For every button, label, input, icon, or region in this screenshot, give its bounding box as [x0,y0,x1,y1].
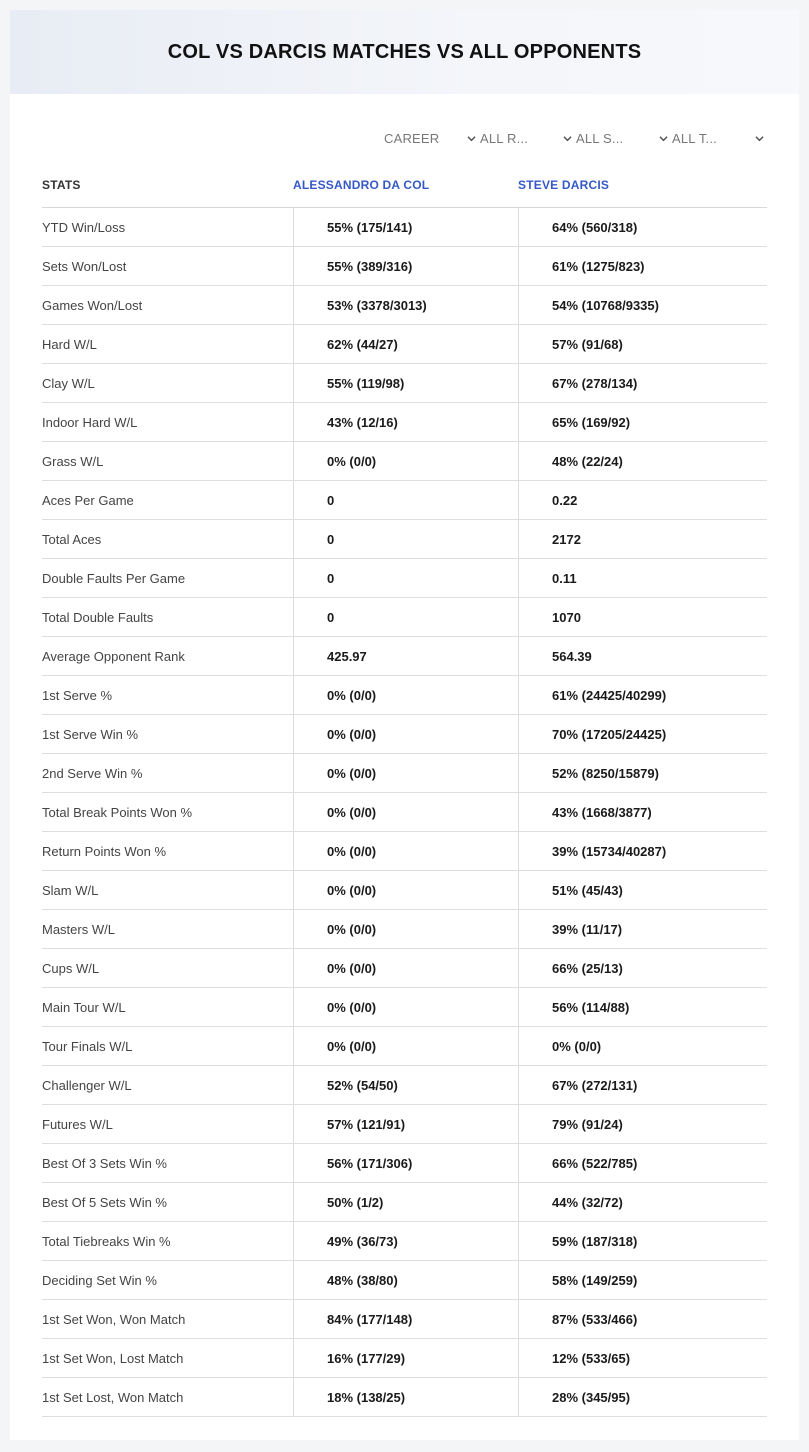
stat-label: Clay W/L [42,375,95,391]
filter-bar [384,128,768,148]
filter-surface-label: ALL S... [576,130,624,146]
stat-label: Deciding Set Win % [42,1272,157,1288]
stats-table [42,162,767,1417]
player2-value: 58% (149/259) [518,1261,767,1299]
player1-value: 425.97 [293,637,518,675]
table-row [42,1339,767,1378]
stat-label: Main Tour W/L [42,999,126,1015]
stat-label: 1st Serve Win % [42,726,139,742]
table-row [42,247,767,286]
player2-value: 54% (10768/9335) [518,286,767,324]
player1-value: 0% (0/0) [293,949,518,987]
column-header-stats: STATS [42,177,81,192]
stat-label: Double Faults Per Game [42,570,186,586]
player1-value: 53% (3378/3013) [293,286,518,324]
stat-label: Masters W/L [42,921,115,937]
stat-label: Total Aces [42,531,102,547]
player2-value: 52% (8250/15879) [518,754,767,792]
table-row [42,1144,767,1183]
filter-period-dropdown[interactable] [384,128,480,148]
player1-value: 55% (175/141) [293,208,518,246]
player2-value: 64% (560/318) [518,208,767,246]
filter-tournament-label: ALL T... [672,130,717,146]
player1-value: 18% (138/25) [293,1378,518,1416]
table-row [42,1027,767,1066]
table-row [42,715,767,754]
player2-value: 66% (25/13) [518,949,767,987]
player2-value: 43% (1668/3877) [518,793,767,831]
player1-value: 56% (171/306) [293,1144,518,1182]
table-row [42,871,767,910]
filter-period-label: CAREER [384,130,440,146]
table-row [42,910,767,949]
table-row [42,520,767,559]
player1-value: 16% (177/29) [293,1339,518,1377]
player2-value: 59% (187/318) [518,1222,767,1260]
player2-value: 79% (91/24) [518,1105,767,1143]
player1-value: 0% (0/0) [293,442,518,480]
card-header [10,10,799,94]
chevron-down-icon [659,134,668,143]
stat-label: Average Opponent Rank [42,648,185,664]
stat-label: Total Double Faults [42,609,154,625]
table-row [42,637,767,676]
table-row [42,1300,767,1339]
table-row [42,793,767,832]
player2-value: 56% (114/88) [518,988,767,1026]
table-row [42,1066,767,1105]
player1-value: 0% (0/0) [293,715,518,753]
stat-label: Challenger W/L [42,1077,132,1093]
table-row [42,949,767,988]
player1-value: 55% (119/98) [293,364,518,402]
player1-value: 0% (0/0) [293,793,518,831]
stat-label: Best Of 3 Sets Win % [42,1155,167,1171]
table-row [42,1378,767,1417]
stat-label: Best Of 5 Sets Win % [42,1194,167,1210]
player2-value: 2172 [518,520,767,558]
stat-label: Tour Finals W/L [42,1038,133,1054]
stat-label: Games Won/Lost [42,297,143,313]
table-row [42,208,767,247]
player2-value: 61% (1275/823) [518,247,767,285]
player2-value: 39% (15734/40287) [518,832,767,870]
player1-value: 0% (0/0) [293,871,518,909]
table-row [42,676,767,715]
stat-label: Indoor Hard W/L [42,414,138,430]
player1-value: 0% (0/0) [293,910,518,948]
player1-value: 0% (0/0) [293,754,518,792]
player1-value: 0 [293,598,518,636]
player2-value: 39% (11/17) [518,910,767,948]
chevron-down-icon [755,134,764,143]
stat-label: Cups W/L [42,960,100,976]
player2-value: 67% (272/131) [518,1066,767,1104]
column-header-player2-link[interactable]: STEVE DARCIS [518,177,610,192]
table-row [42,1183,767,1222]
player2-value: 44% (32/72) [518,1183,767,1221]
table-row [42,1222,767,1261]
player1-value: 0% (0/0) [293,1027,518,1065]
filter-round-dropdown[interactable] [480,128,576,148]
player2-value: 67% (278/134) [518,364,767,402]
table-row [42,988,767,1027]
player1-value: 0 [293,481,518,519]
table-row [42,1261,767,1300]
player2-value: 0.11 [518,559,767,597]
player1-value: 49% (36/73) [293,1222,518,1260]
player2-value: 0.22 [518,481,767,519]
player1-value: 43% (12/16) [293,403,518,441]
stat-label: Slam W/L [42,882,99,898]
chevron-down-icon [467,134,476,143]
page-title: COL VS DARCIS MATCHES VS ALL OPPONENTS [167,40,642,63]
table-row [42,286,767,325]
stat-label: Sets Won/Lost [42,258,127,274]
player2-value: 51% (45/43) [518,871,767,909]
stats-card [10,10,799,1440]
player1-value: 57% (121/91) [293,1105,518,1143]
player2-value: 57% (91/68) [518,325,767,363]
stat-label: 1st Set Won, Lost Match [42,1350,184,1366]
player2-value: 66% (522/785) [518,1144,767,1182]
stat-label: Total Tiebreaks Win % [42,1233,171,1249]
player2-value: 0% (0/0) [518,1027,767,1065]
stat-label: YTD Win/Loss [42,219,126,235]
stat-label: Return Points Won % [42,843,167,859]
player1-value: 84% (177/148) [293,1300,518,1338]
stat-label: 1st Set Won, Won Match [42,1311,186,1327]
player1-value: 0 [293,559,518,597]
player2-value: 1070 [518,598,767,636]
table-row [42,1105,767,1144]
player2-value: 65% (169/92) [518,403,767,441]
table-row [42,598,767,637]
player2-value: 87% (533/466) [518,1300,767,1338]
table-row [42,403,767,442]
player1-value: 0% (0/0) [293,988,518,1026]
player1-value: 52% (54/50) [293,1066,518,1104]
table-header [42,162,767,208]
player1-value: 50% (1/2) [293,1183,518,1221]
player1-value: 0% (0/0) [293,832,518,870]
table-row [42,442,767,481]
player1-value: 0 [293,520,518,558]
stat-label: Grass W/L [42,453,104,469]
filter-surface-dropdown[interactable] [576,128,672,148]
player1-value: 48% (38/80) [293,1261,518,1299]
column-header-player1-link[interactable]: ALESSANDRO DA COL [293,177,430,192]
stat-label: Total Break Points Won % [42,804,193,820]
player2-value: 28% (345/95) [518,1378,767,1416]
player2-value: 48% (22/24) [518,442,767,480]
player2-value: 70% (17205/24425) [518,715,767,753]
table-row [42,364,767,403]
stat-label: 1st Serve % [42,687,113,703]
player1-value: 62% (44/27) [293,325,518,363]
player2-value: 61% (24425/40299) [518,676,767,714]
table-row [42,754,767,793]
stat-label: 1st Set Lost, Won Match [42,1389,184,1405]
player2-value: 12% (533/65) [518,1339,767,1377]
table-row [42,559,767,598]
filter-tournament-dropdown[interactable] [672,128,768,148]
filter-round-label: ALL R... [480,130,529,146]
table-row [42,325,767,364]
player2-value: 564.39 [518,637,767,675]
table-body [42,208,767,1417]
table-row [42,481,767,520]
player1-value: 0% (0/0) [293,676,518,714]
stat-label: Hard W/L [42,336,97,352]
stat-label: Futures W/L [42,1116,113,1132]
table-row [42,832,767,871]
chevron-down-icon [563,134,572,143]
stat-label: 2nd Serve Win % [42,765,143,781]
player1-value: 55% (389/316) [293,247,518,285]
stat-label: Aces Per Game [42,492,134,508]
